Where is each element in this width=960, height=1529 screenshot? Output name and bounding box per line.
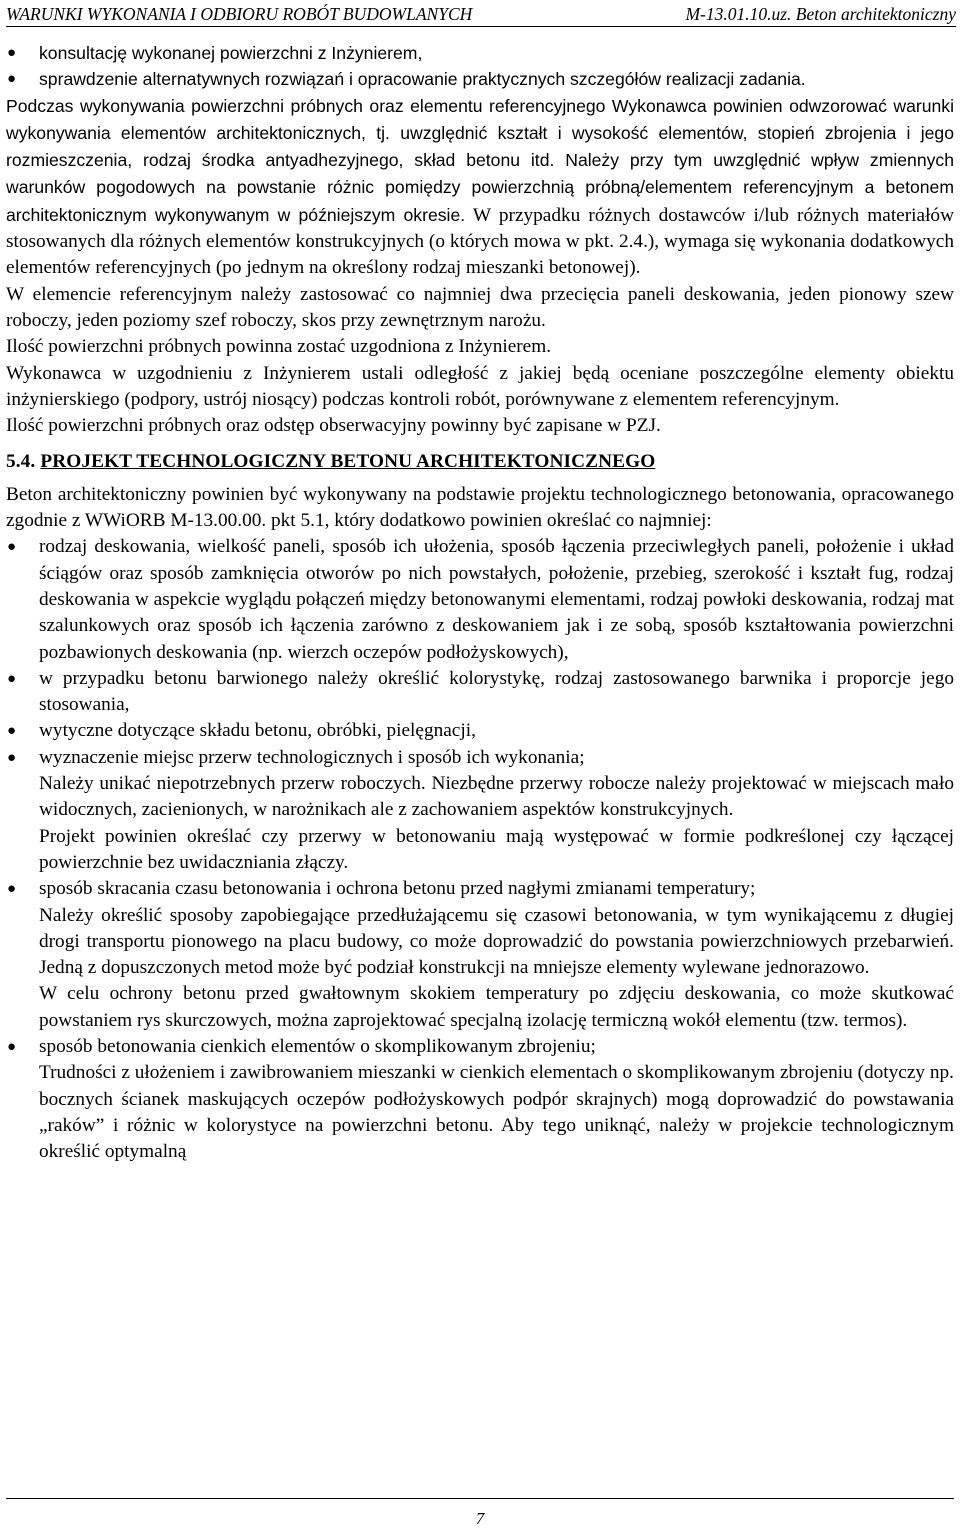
paragraph: W elemencie referencyjnym należy zastosować co najmniej dwa przecięcia paneli deskowania, jeden pionowy szew roboczy, jeden poziomy szef roboczy, skos przy zewnętrznym narożu. bbox=[6, 283, 954, 331]
paragraph-text: Podczas wykonywania powierzchni próbnych oraz elementu referencyjnego Wykonawca powinien odwzorować warunki wykonywania elementów architektonicznych, tj. uwzględnić kształt i wysokość elementów, stopień zbrojenia i jego rozmieszczenia, rodzaj środka antyadhezyjnego, skład betonu itd. Należy przy tym uwzględnić wpływ zmiennych warunków pogodowych na powstanie różnic pomiędzy powierzchnią próbną/elementem referencyjnym a betonem architektonicznym wykonywanym w późniejszym okresie. bbox=[6, 95, 954, 225]
list-item-text: konsultację wykonanej powierzchni z Inżynierem, bbox=[39, 43, 423, 63]
list-item-text: sposób betonowania cienkich elementów o skomplikowanym zbrojeniu; bbox=[39, 1035, 596, 1057]
bullet-icon: ● bbox=[7, 723, 17, 740]
list-item-text: sprawdzenie alternatywnych rozwiązań i opracowanie praktycznych szczegółów realizacji zadania. bbox=[39, 69, 806, 90]
top-bullet-list bbox=[6, 40, 954, 93]
list-item bbox=[6, 666, 954, 719]
list-item bbox=[6, 876, 954, 902]
bullet-icon: ● bbox=[7, 44, 17, 61]
section-intro: Beton architektoniczny powinien być wykonywany na podstawie projektu technologicznego betonowania, opracowanego zgodnie z WWiORB M-13.00.00. pkt 5.1, który dodatkowo powinien określać co najmniej: bbox=[6, 483, 954, 532]
list-item-text: sposób skracania czasu betonowania i ochrona betonu przed nagłymi zmianami temperatury; bbox=[39, 878, 756, 900]
document-body bbox=[6, 40, 954, 1165]
requirements-list bbox=[6, 534, 954, 771]
list-item bbox=[6, 66, 954, 92]
section-title: PROJEKT TECHNOLOGICZNY BETONU ARCHITEKTONICZNEGO bbox=[40, 451, 656, 473]
paragraph bbox=[6, 93, 954, 282]
list-item-text: w przypadku betonu barwionego należy określić kolorystykę, rodzaj zastosowanego barwnika i proporcje jego stosowania, bbox=[39, 667, 954, 716]
list-item-note: Należy określić sposoby zapobiegające przedłużającemu się czasowi betonowania, w tym wynikającemu z długiej drogi transportu pionowego na placu budowy, co może doprowadzić do powstania powierzchniowych przebarwień. Jedną z dopuszczonych metod może być podział konstrukcji na mniejsze elementy wylewane jednorazowo. bbox=[39, 904, 954, 979]
header-document-code: M-13.01.10.uz. Beton architektoniczny bbox=[685, 4, 956, 24]
requirements-list-cont bbox=[6, 876, 954, 902]
page-number: 7 bbox=[475, 1509, 485, 1528]
requirements-list-cont bbox=[6, 1034, 954, 1060]
running-header bbox=[6, 2, 956, 27]
bullet-icon: ● bbox=[7, 1038, 17, 1055]
header-title: WARUNKI WYKONANIA I ODBIORU ROBÓT BUDOWLANYCH bbox=[6, 4, 473, 24]
paragraph: Ilość powierzchni próbnych powinna zostać uzgodniona z Inżynierem. bbox=[6, 336, 552, 358]
paragraph: Ilość powierzchni próbnych oraz odstęp obserwacyjny powinny być zapisane w PZJ. bbox=[6, 415, 661, 437]
list-item-note: Należy unikać niepotrzebnych przerw roboczych. Niezbędne przerwy robocze należy projektować w miejscach mało widocznych, zacienionych, w narożnikach ale z zachowaniem aspektów konstrukcyjnych. bbox=[39, 773, 954, 821]
list-item-text: rodzaj deskowania, wielkość paneli, sposób ich ułożenia, sposób łączenia przeciwległych paneli, położenie i układ ściągów oraz sposób zamknięcia otworów po nich powstałych, położenie, przebieg, szerokość i kształt fug, rodzaj deskowania w aspekcie wyglądu połączeń między betonowanymi elementami, rodzaj powłoki deskowania, rodzaj mat szalunkowych oraz sposób ich łączenia zarówno z deskowaniem jak i ze sobą, sposób kształtowania powierzchni pozbawionych deskowania (np. wierzch oczepów podłożyskowych), bbox=[39, 536, 954, 663]
bullet-icon: ● bbox=[7, 881, 17, 898]
list-item bbox=[6, 745, 954, 771]
list-item-text: wyznaczenie miejsc przerw technologicznych i sposób ich wykonania; bbox=[39, 746, 585, 768]
paragraph-text: W przypadku różnych dostawców i/lub różnych materiałów stosowanych dla różnych elementów konstrukcyjnych (o których mowa w pkt. 2.4.), wymaga się wykonania dodatkowych elementów referencyjnych (po jednym na określony rodzaj mieszanki betonowej). bbox=[6, 204, 954, 279]
list-item bbox=[6, 718, 954, 744]
list-item bbox=[6, 534, 954, 665]
paragraph: Wykonawca w uzgodnieniu z Inżynierem ustali odległość z jakiej będą oceniane poszczególne elementy obiektu inżynierskiego (podpory, ustrój niosący) podczas kontroli robót, porównywane z elementem referencyjnym. bbox=[6, 362, 954, 410]
section-heading bbox=[6, 449, 954, 475]
list-item-note: Trudności z ułożeniem i zawibrowaniem mieszanki w cienkich elementach o skomplikowanym zbrojeniu (dotyczy np. bocznych ścianek maskujących oczepów podłożyskowych podpór skrajnych) mogą doprowadzić do powstawania „raków” i różnic w kolorystyce na powierzchni betonu. Aby tego uniknąć, należy w projekcie technologicznym określić optymalną bbox=[39, 1062, 954, 1163]
section-number: 5.4. bbox=[6, 451, 36, 473]
list-item bbox=[6, 40, 954, 66]
bullet-icon: ● bbox=[7, 749, 17, 766]
bullet-icon: ● bbox=[7, 70, 17, 88]
bullet-icon: ● bbox=[7, 539, 17, 556]
list-item-note: W celu ochrony betonu przed gwałtownym skokiem temperatury po zdjęciu deskowania, co może skutkować powstaniem rys skurczowych, można zaprojektować specjalną izolację termiczną wokół elementu (tzw. termos). bbox=[39, 983, 954, 1031]
footer-divider bbox=[6, 1498, 954, 1499]
list-item-note: Projekt powinien określać czy przerwy w betonowaniu mają występować w formie podkreślonej czy łączącej powierzchnie bez uwidaczniania złączy. bbox=[39, 825, 954, 873]
list-item bbox=[6, 1034, 954, 1060]
bullet-icon: ● bbox=[7, 670, 17, 687]
list-item-text: wytyczne dotyczące składu betonu, obróbki, pielęgnacji, bbox=[39, 720, 476, 742]
